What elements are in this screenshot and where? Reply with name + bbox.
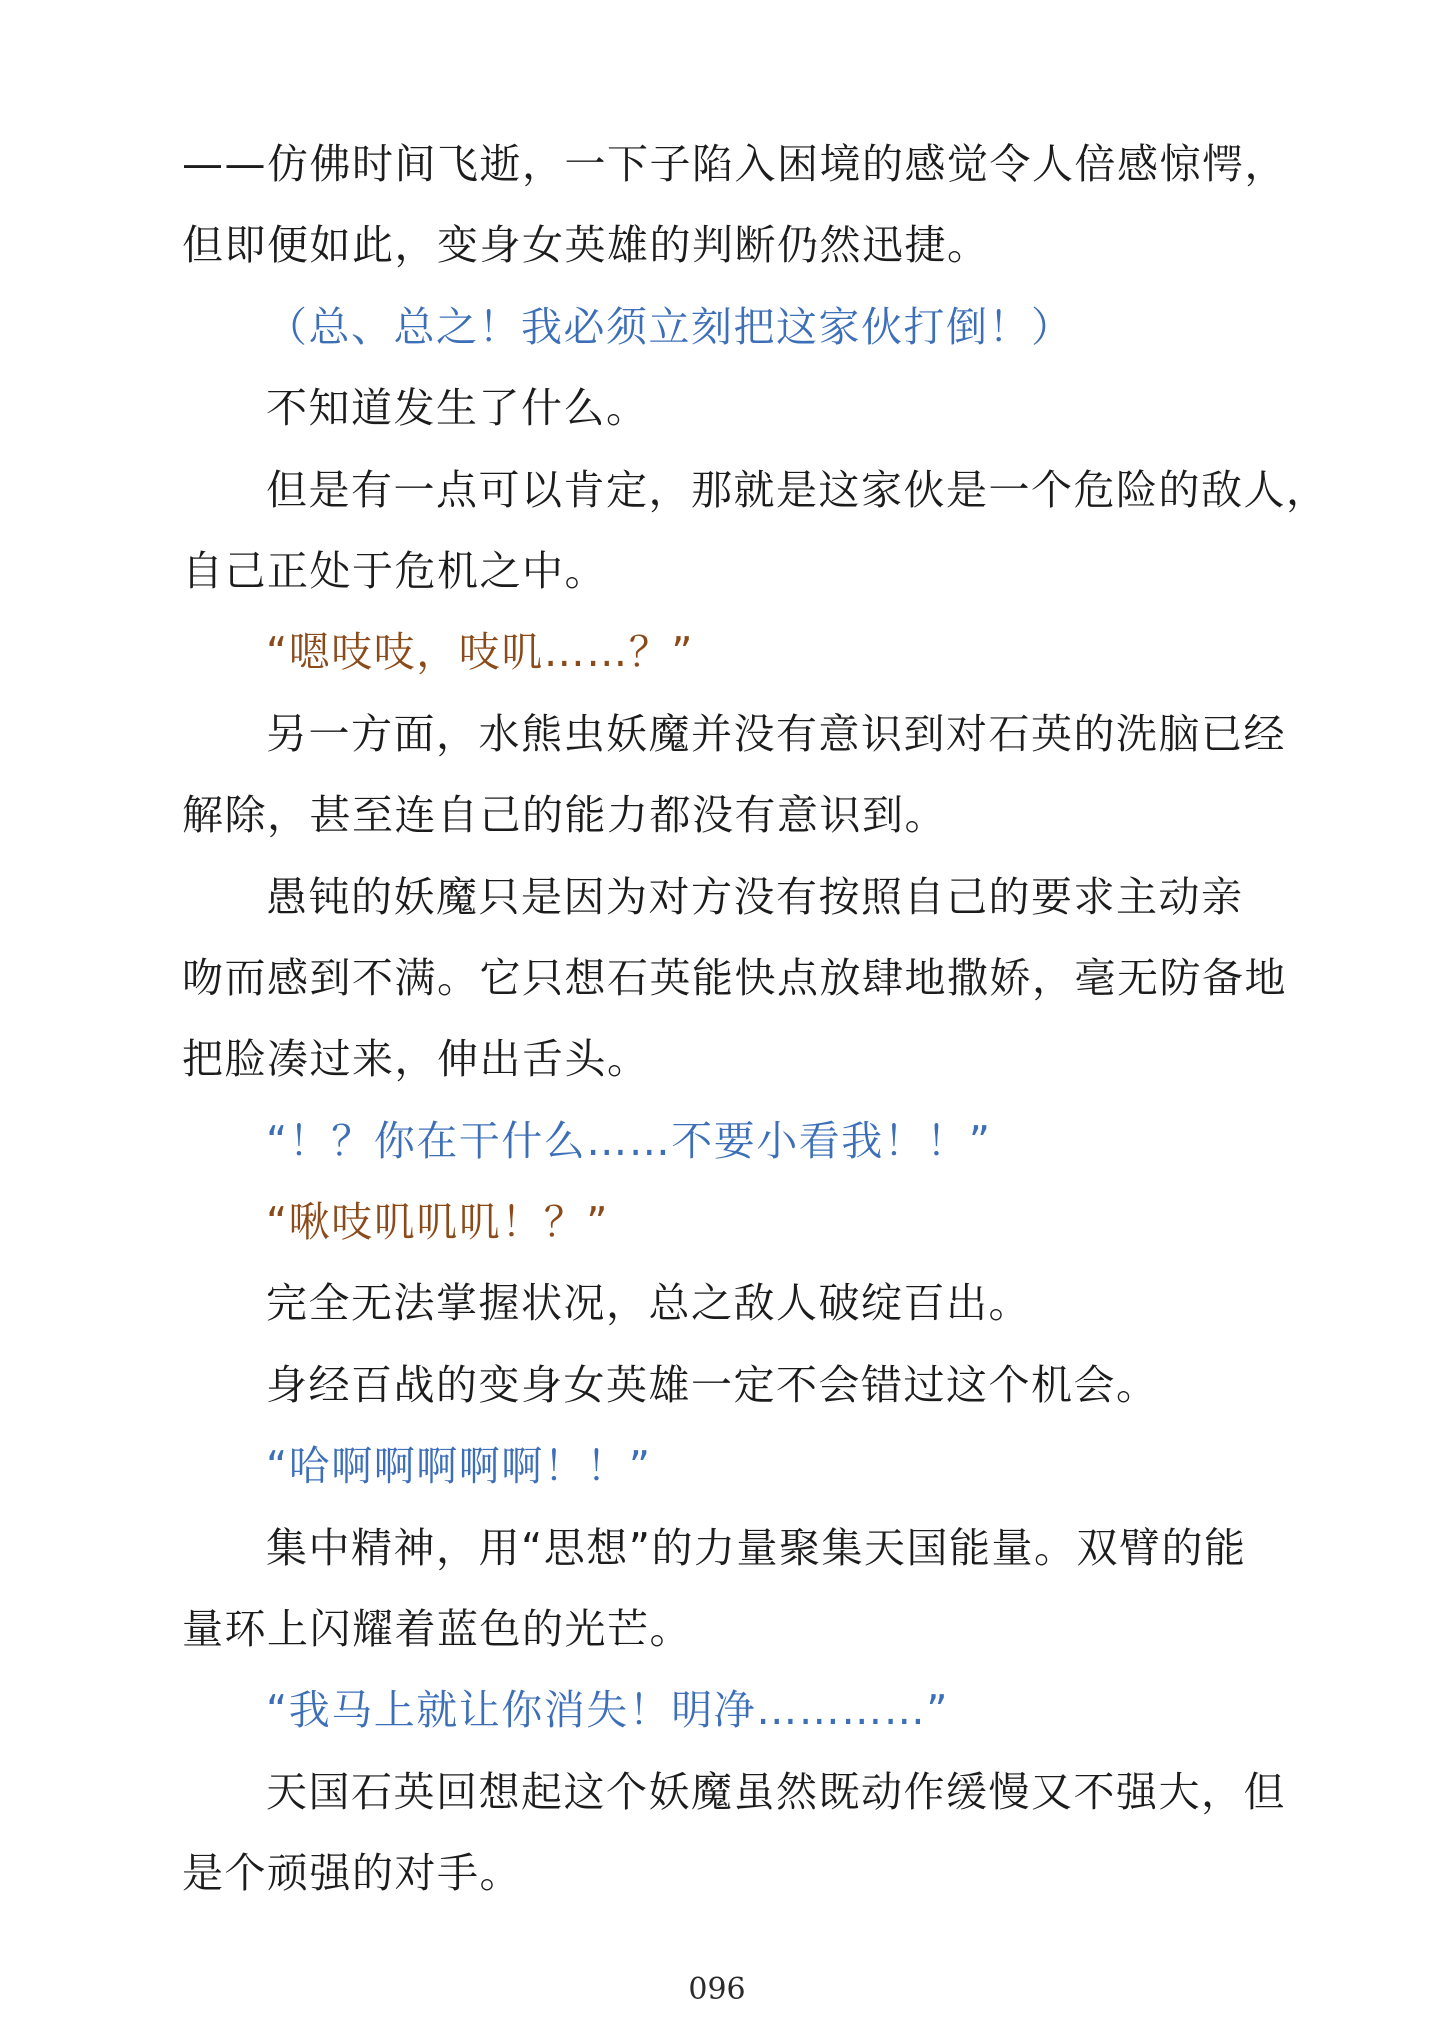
text-line: 把脸凑过来，伸出舌头。: [182, 1035, 650, 1084]
monster-dialogue: “啾吱叽叽叽！？”: [266, 1198, 609, 1247]
monster-dialogue: “嗯吱吱，吱叽……？”: [266, 628, 694, 677]
text-line: 但即便如此，变身女英雄的判断仍然迅捷。: [182, 221, 990, 270]
page-number: 096: [688, 1972, 746, 2007]
text-line: 完全无法掌握状况，总之敌人破绽百出。: [266, 1279, 1031, 1328]
text-line: 愚钝的妖魔只是因为对方没有按照自己的要求主动亲: [266, 872, 1244, 921]
text-line: 集中精神，用“思想”的力量聚集天国能量。双臂的能: [266, 1523, 1247, 1572]
text-line: 不知道发生了什么。: [266, 384, 649, 433]
heroine-thought: （总、总之！我必须立刻把这家伙打倒！）: [266, 302, 1074, 351]
text-line: 解除，甚至连自己的能力都没有意识到。: [182, 791, 947, 840]
text-line: 身经百战的变身女英雄一定不会错过这个机会。: [266, 1360, 1159, 1409]
text-line: 另一方面，水熊虫妖魔并没有意识到对石英的洗脑已经: [266, 709, 1286, 758]
text-line: 吻而感到不满。它只想石英能快点放肆地撒娇，毫无防备地: [182, 953, 1287, 1002]
text-line: ——仿佛时间飞逝，一下子陷入困境的感觉令人倍感惊愕，: [182, 140, 1287, 188]
heroine-dialogue: “哈啊啊啊啊啊！！”: [266, 1442, 652, 1491]
text-line: 天国石英回想起这个妖魔虽然既动作缓慢又不强大，但: [266, 1767, 1286, 1816]
text-line: 是个顽强的对手。: [182, 1849, 522, 1898]
text-line: 自己正处于危机之中。: [182, 546, 607, 595]
page-body-text: [182, 124, 1329, 1915]
text-line: 但是有一点可以肯定，那就是这家伙是一个危险的敌人，: [266, 465, 1329, 514]
heroine-dialogue: “我马上就让你消失！明净…………”: [266, 1686, 949, 1735]
heroine-dialogue: “！？你在干什么……不要小看我！！”: [266, 1116, 992, 1165]
text-line: 量环上闪耀着蓝色的光芒。: [182, 1605, 692, 1654]
